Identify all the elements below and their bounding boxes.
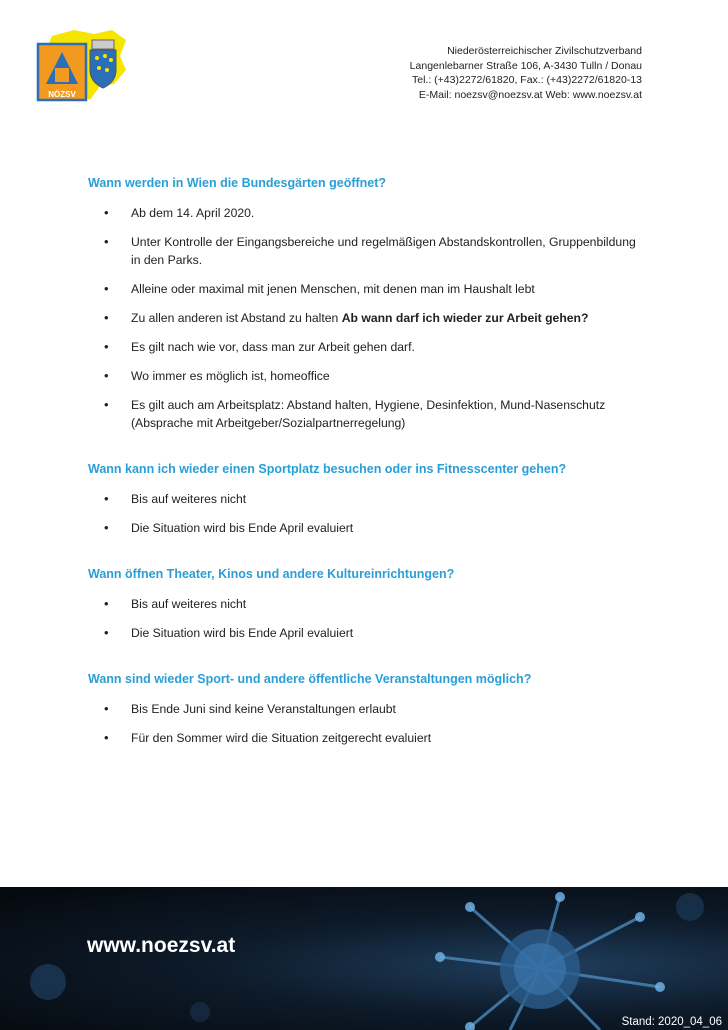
list-item: • Unter Kontrolle der Eingangsbereiche und regelmäßigen Abstandskontrollen, Gruppenbildung in den Parks. — [88, 233, 648, 269]
section-title: Wann öffnen Theater, Kinos und andere Kultureinrichtungen? — [88, 567, 455, 581]
list-item: • Die Situation wird bis Ende April evaluiert — [88, 519, 648, 537]
bullet-list — [88, 204, 648, 432]
virus-background-image — [0, 887, 728, 1030]
list-item: • Die Situation wird bis Ende April evaluiert — [88, 624, 648, 642]
org-name: Niederösterreichischer Zivilschutzverband — [447, 45, 642, 57]
list-item: • Es gilt auch am Arbeitsplatz: Abstand halten, Hygiene, Desinfektion, Mund-Nasenschutz (Absprache mit Arbeitgeber/Sozialpartnerregelung) — [88, 396, 648, 432]
section-title: Wann werden in Wien die Bundesgärten geöffnet? — [88, 176, 387, 190]
list-item: • Wo immer es möglich ist, homeoffice — [88, 367, 648, 385]
list-item: • Bis auf weiteres nicht — [88, 595, 648, 613]
document-date: Stand: 2020_04_06 — [621, 1016, 722, 1028]
faq-section-sportplatz — [88, 462, 648, 537]
org-email-web: E-Mail: noezsv@noezsv.at Web: www.noezsv.at — [418, 88, 642, 101]
list-item: • Zu allen anderen ist Abstand zu halten Ab wann darf ich wieder zur Arbeit gehen? — [88, 309, 648, 327]
coat-of-arms-icon — [90, 40, 116, 88]
bullet-list — [88, 490, 648, 537]
noezsv-logo — [34, 26, 134, 106]
bullet-list — [88, 595, 648, 642]
list-item: • Für den Sommer wird die Situation zeitgerecht evaluiert — [88, 729, 648, 747]
logo-graphic — [34, 26, 134, 106]
faq-section-kultur — [88, 567, 648, 642]
list-item: • Alleine oder maximal mit jenen Menschen, mit denen man im Haushalt lebt — [88, 280, 648, 298]
organization-contact — [410, 44, 642, 102]
list-item: • Es gilt nach wie vor, dass man zur Arbeit gehen darf. — [88, 338, 648, 356]
logo-text: NÖZSV — [48, 90, 76, 99]
footer-url: www.noezsv.at — [87, 934, 236, 957]
faq-content — [88, 176, 648, 777]
footer-banner — [0, 887, 728, 1030]
org-address: Langenlebarner Straße 106, A-3430 Tulln / Donau — [409, 59, 642, 72]
org-phone-fax: Tel.: (+43)2272/61820, Fax.: (+43)2272/61820-13 — [412, 74, 642, 86]
section-title: Wann sind wieder Sport- und andere öffentliche Veranstaltungen möglich? — [88, 672, 532, 686]
list-item: • Ab dem 14. April 2020. — [88, 204, 648, 222]
list-item: • Bis auf weiteres nicht — [88, 490, 648, 508]
section-title: Wann kann ich wieder einen Sportplatz besuchen oder ins Fitnesscenter gehen? — [88, 462, 567, 476]
faq-section-veranstaltungen — [88, 672, 648, 747]
faq-section-bundesgaerten — [88, 176, 648, 432]
inline-heading-arbeit: Ab wann darf ich wieder zur Arbeit gehen? — [341, 311, 589, 325]
list-item: • Bis Ende Juni sind keine Veranstaltungen erlaubt — [88, 700, 648, 718]
bullet-list — [88, 700, 648, 747]
